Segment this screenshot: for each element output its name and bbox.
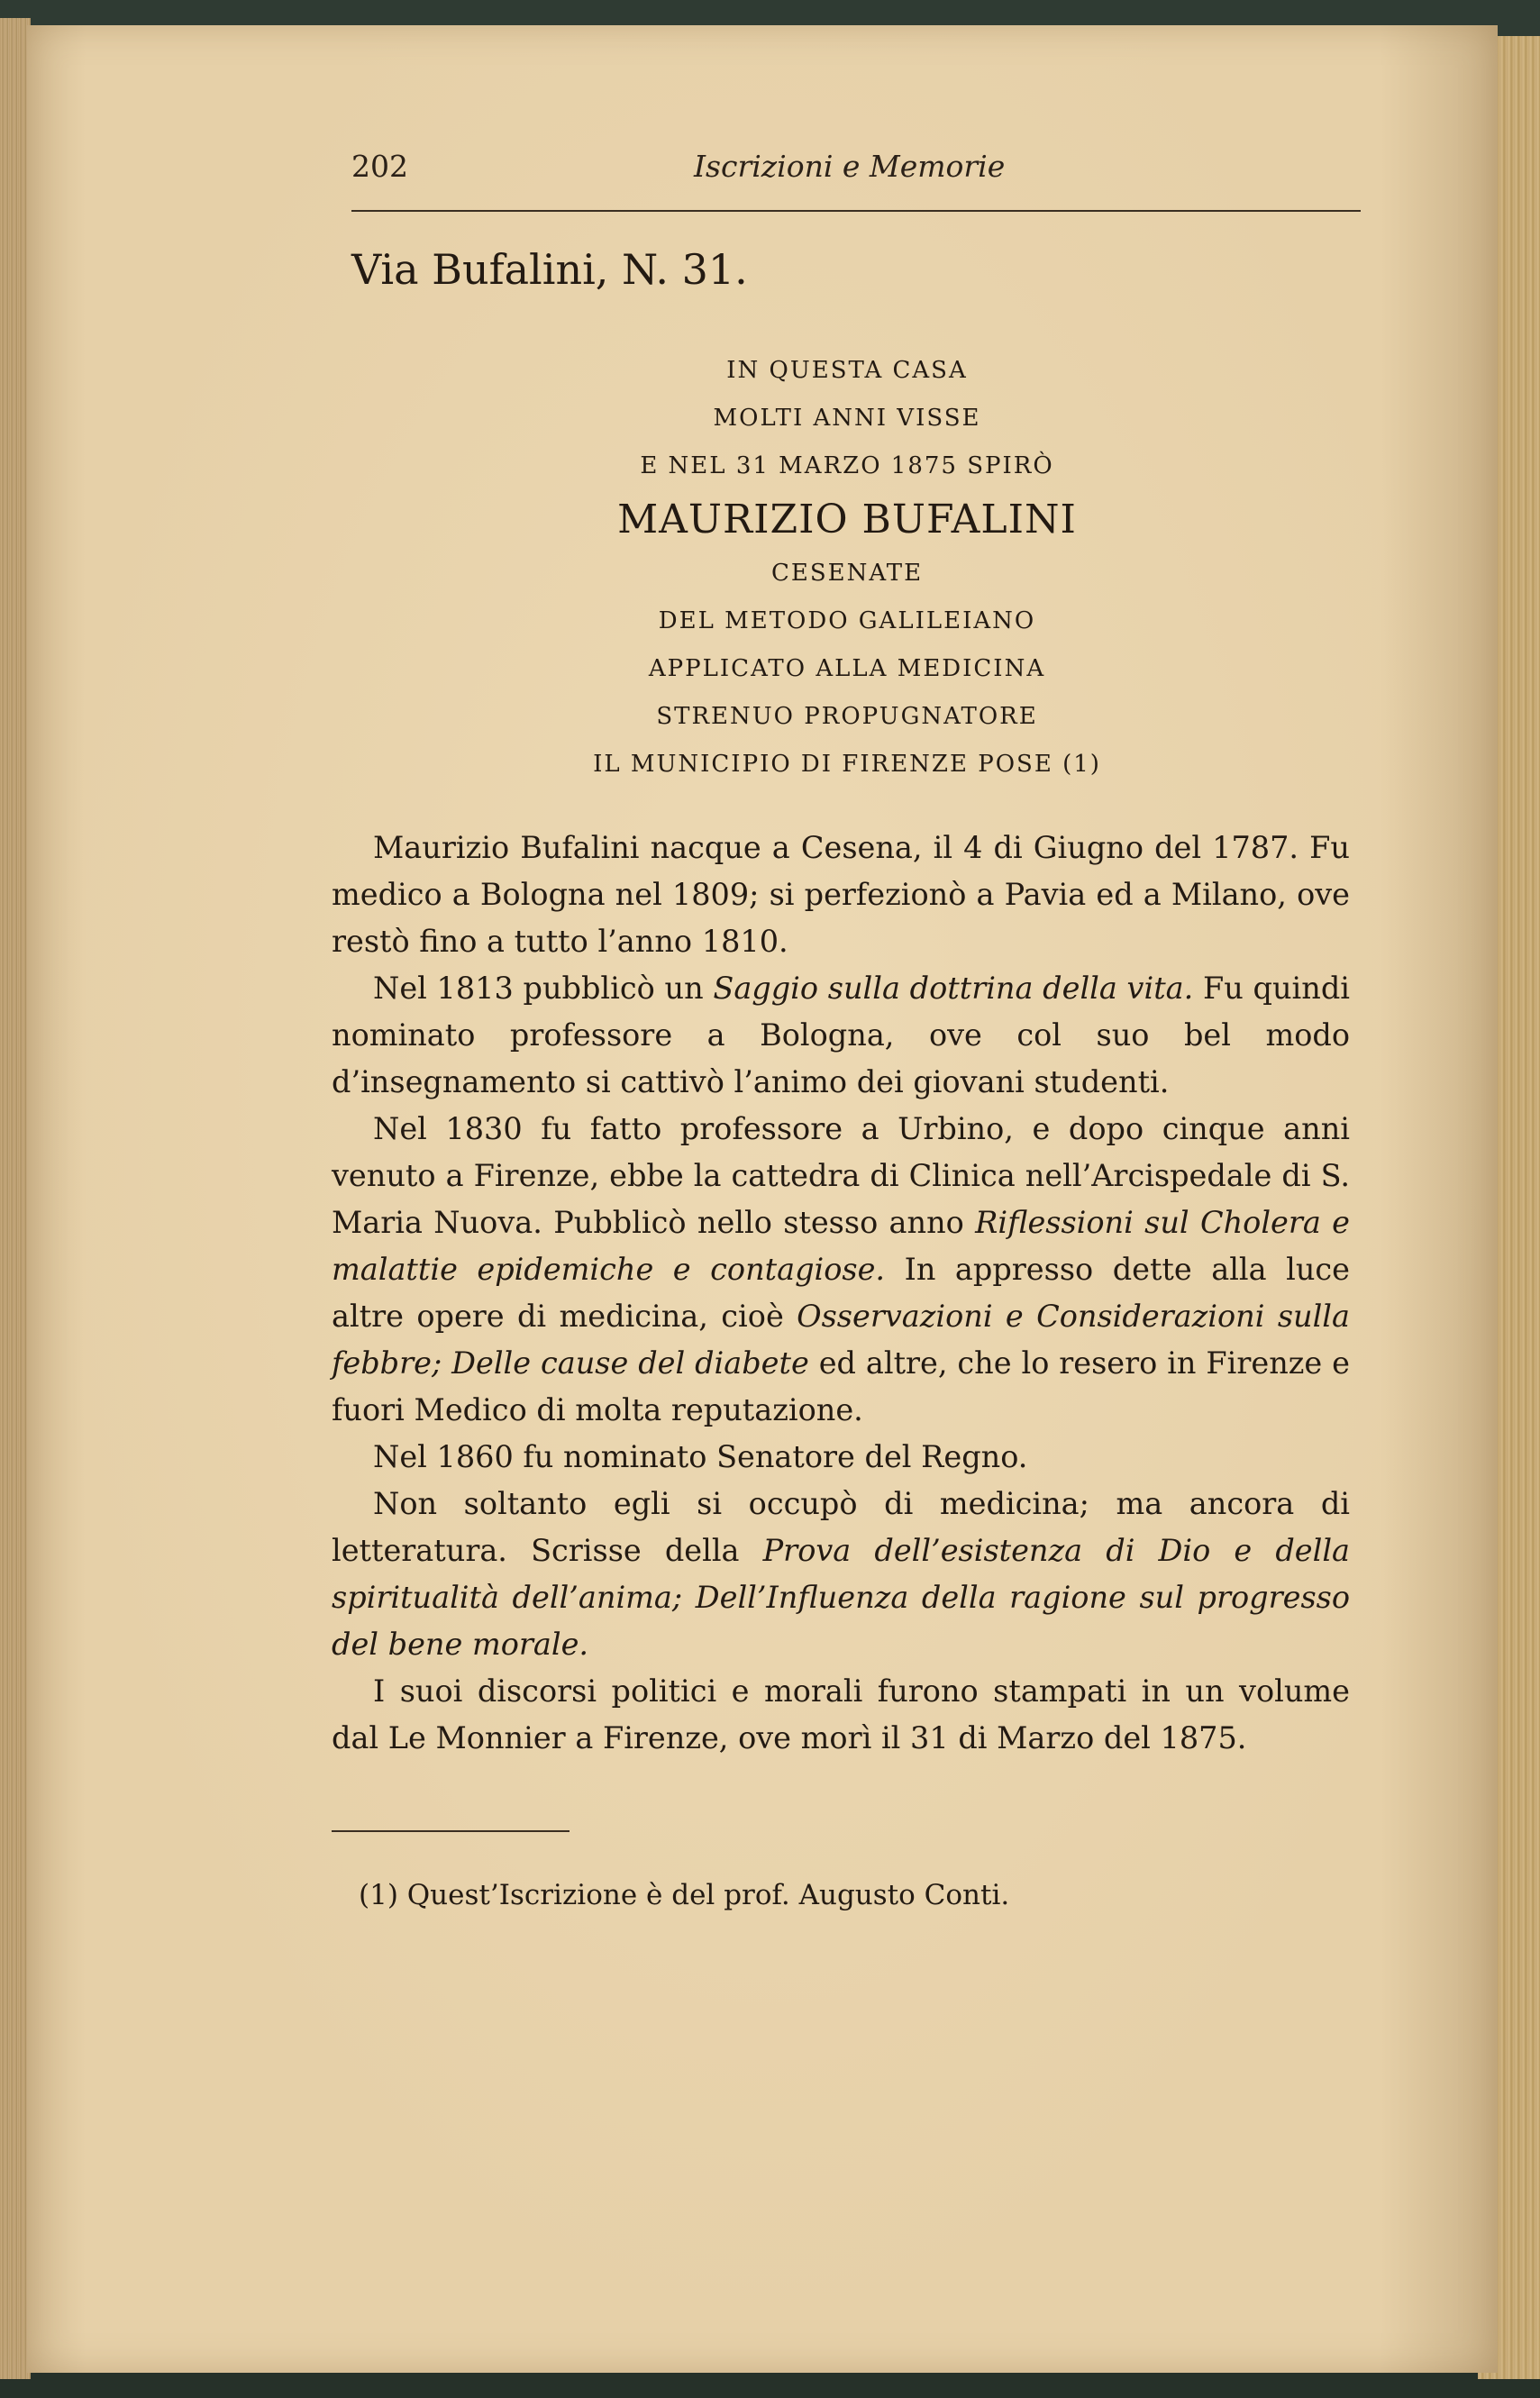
paragraph [332,1106,1350,1434]
inscription-line: MOLTI ANNI VISSE [713,405,981,432]
footnote-rule [332,1830,570,1832]
inscription [532,347,1162,789]
text-run: Nel 1813 pubblicò un [373,971,704,1006]
address-heading: Via Bufalini, N. 31. [351,245,748,294]
text-run: Fu quindi nominato professore a Bologna, ove col suo bel modo d’insegnamento si cattivò l’animo dei giovani studenti. [332,971,1350,1099]
background-edge-bottom [0,2370,1540,2398]
left-page-edges [0,18,31,2379]
paragraph: Maurizio Bufalini nacque a Cesena, il 4 di Giugno del 1787. Fu medico a Bologna nel 1809; si perfezionò a Pavia ed a Milano, ove restò fino a tutto l’anno 1810. [332,830,1350,959]
inscription-line: E NEL 31 MARZO 1875 SPIRÒ [640,452,1054,479]
page-number: 202 [351,149,408,184]
footnote: (1) Quest’Iscrizione è del prof. Augusto Conti. [359,1879,1010,1911]
work-title: Prova dell’esistenza di Dio e della spiritualità dell’anima; Dell’Influenza della ragione sul progresso del bene morale. [332,1533,1350,1662]
inscription-line: IL MUNICIPIO DI FIRENZE POSE (1) [593,751,1101,778]
biography-text [332,825,1350,1762]
inscription-line: CESENATE [770,560,924,587]
inscription-line: APPLICATO ALLA MEDICINA [648,655,1046,682]
work-title: Saggio sulla dottrina della vita. [713,971,1194,1006]
text-run: ed altre, che lo resero in Firenze e fuori Medico di molta reputazione. [332,1345,1350,1427]
text-run: Non soltanto egli si occupò di medicina; ma ancora di letteratura. Scrisse della [332,1486,1350,1568]
paragraph: Nel 1860 fu nominato Senatore del Regno. [373,1439,1028,1474]
inscription-line: DEL METODO GALILEIANO [658,607,1036,634]
running-head [351,149,1361,188]
running-title: Iscrizioni e Memorie [694,149,1006,184]
text-run: In appresso dette alla luce altre opere di medicina, cioè [332,1252,1350,1334]
inscription-line: IN QUESTA CASA [726,357,968,384]
inscription-line: STRENUO PROPUGNATORE [656,703,1038,730]
paragraph [332,965,1350,1106]
paragraph: I suoi discorsi politici e morali furono stampati in un volume dal Le Monnier a Firenze, ove morì il 31 di Marzo del 1875. [332,1673,1350,1755]
header-rule [351,210,1361,212]
work-title: Osservazioni e Considerazioni sulla febbre; Delle cause del diabete [332,1299,1350,1381]
work-title: Riflessioni sul Cholera e malattie epidemiche e contagiose. [332,1205,1350,1287]
text-run: Nel 1830 fu fatto professore a Urbino, e dopo cinque anni venuto a Firenze, ebbe la cattedra di Clinica nell’Arcispedale di S. Maria Nuova. Pubblicò nello stesso anno [332,1111,1350,1240]
paragraph [332,1481,1350,1668]
inscription-name: MAURIZIO BUFALINI [617,497,1077,543]
